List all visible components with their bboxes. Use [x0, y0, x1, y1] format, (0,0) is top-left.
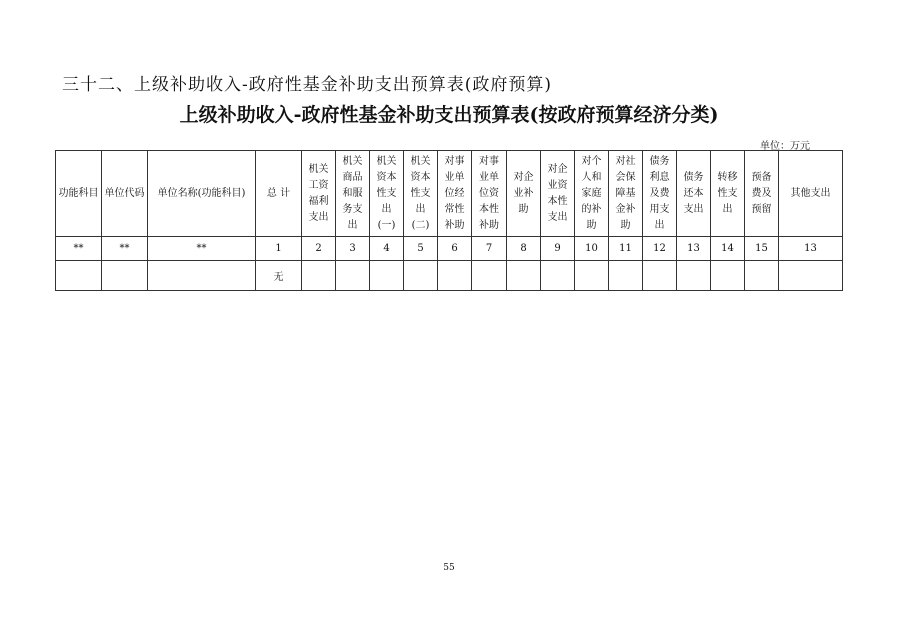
header-cell: 机关资本性支出(二) [404, 151, 438, 237]
data-cell [370, 261, 404, 291]
data-cell [336, 261, 370, 291]
data-cell [541, 261, 575, 291]
header-row [56, 151, 843, 237]
section-title: 三十二、上级补助收入-政府性基金补助支出预算表(政府预算) [62, 75, 553, 95]
data-cell [302, 261, 336, 291]
budget-table [55, 150, 843, 291]
header-cell: 对企业补助 [507, 151, 541, 237]
data-cell [404, 261, 438, 291]
header-cell: 功能科目 [56, 151, 102, 237]
index-cell: 13 [677, 237, 711, 261]
table-row [56, 261, 843, 291]
index-cell: ** [56, 237, 102, 261]
index-cell: 12 [643, 237, 677, 261]
index-cell: 5 [404, 237, 438, 261]
data-cell [575, 261, 609, 291]
index-cell: 8 [507, 237, 541, 261]
header-cell: 债务还本支出 [677, 151, 711, 237]
index-cell: 9 [541, 237, 575, 261]
header-cell: 对企业资本性支出 [541, 151, 575, 237]
header-cell: 单位名称(功能科目) [148, 151, 256, 237]
header-cell: 对事业单位经常性补助 [438, 151, 472, 237]
data-cell [609, 261, 643, 291]
header-cell: 债务利息及费用支出 [643, 151, 677, 237]
index-cell: 11 [609, 237, 643, 261]
header-cell: 对社会保障基金补助 [609, 151, 643, 237]
header-cell: 转移性支出 [711, 151, 745, 237]
data-cell: 无 [256, 261, 302, 291]
index-cell: 10 [575, 237, 609, 261]
header-cell: 其他支出 [779, 151, 843, 237]
page-number: 55 [443, 563, 455, 573]
header-cell: 机关商品和服务支出 [336, 151, 370, 237]
index-cell: 4 [370, 237, 404, 261]
index-cell: 6 [438, 237, 472, 261]
data-cell [677, 261, 711, 291]
header-cell: 对个人和家庭的补助 [575, 151, 609, 237]
header-cell: 机关工资福利支出 [302, 151, 336, 237]
header-cell: 单位代码 [102, 151, 148, 237]
data-cell [472, 261, 507, 291]
index-row [56, 237, 843, 261]
index-cell: 14 [711, 237, 745, 261]
header-cell: 总 计 [256, 151, 302, 237]
data-cell [438, 261, 472, 291]
data-cell [148, 261, 256, 291]
index-cell: 1 [256, 237, 302, 261]
index-cell: 13 [779, 237, 843, 261]
header-cell: 对事业单位资本性补助 [472, 151, 507, 237]
data-cell [102, 261, 148, 291]
data-cell [779, 261, 843, 291]
header-cell: 机关资本性支出(一) [370, 151, 404, 237]
index-cell: ** [148, 237, 256, 261]
index-cell: 2 [302, 237, 336, 261]
data-cell [711, 261, 745, 291]
index-cell: ** [102, 237, 148, 261]
unit-label: 单位：万元 [760, 141, 810, 152]
index-cell: 7 [472, 237, 507, 261]
header-cell: 预备费及预留 [745, 151, 779, 237]
index-cell: 15 [745, 237, 779, 261]
data-cell [56, 261, 102, 291]
data-cell [745, 261, 779, 291]
page-title: 上级补助收入-政府性基金补助支出预算表(按政府预算经济分类) [179, 104, 719, 126]
index-cell: 3 [336, 237, 370, 261]
data-cell [507, 261, 541, 291]
data-cell [643, 261, 677, 291]
